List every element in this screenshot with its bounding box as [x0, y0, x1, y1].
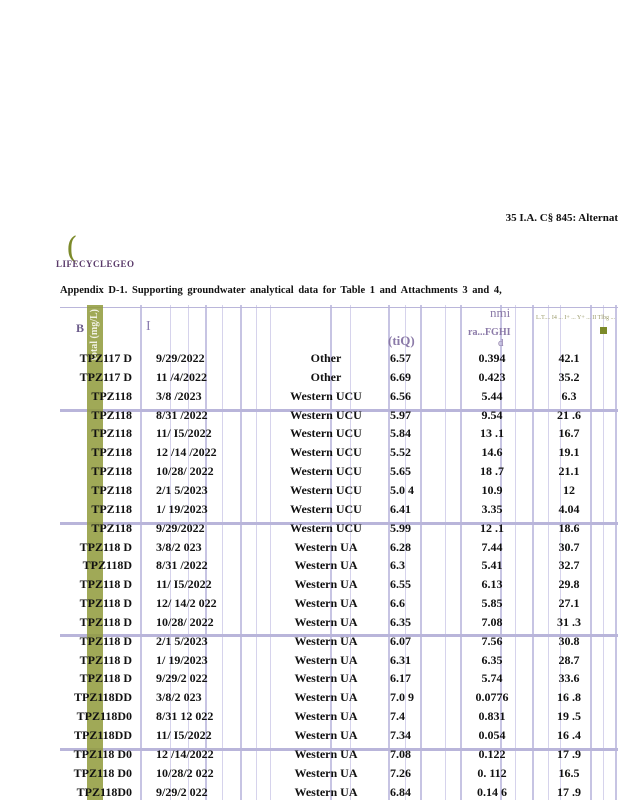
unit-cell: Western UA — [294, 746, 358, 761]
value-cell: 6.35 — [481, 652, 503, 667]
value-cell: 19 .5 — [557, 709, 581, 724]
unit-cell: Other — [310, 351, 342, 365]
table-row — [60, 408, 618, 427]
unit-cell: Western UA — [294, 709, 358, 724]
table-row — [60, 728, 618, 747]
value-cell: 21.1 — [558, 464, 580, 479]
date-cell: 3/8/2 023 — [156, 690, 202, 705]
value-cell: 7.44 — [481, 539, 503, 554]
unit-cell: Western UA — [294, 633, 358, 648]
value-cell: 35.2 — [558, 369, 580, 384]
ph-cell: 7.0 9 — [390, 690, 414, 705]
date-cell: 11 /4/2022 — [156, 369, 208, 384]
date-cell: 10/28/ 2022 — [156, 614, 214, 629]
ph-cell: 5.84 — [390, 426, 411, 441]
date-cell: 11/ I5/2022 — [156, 728, 212, 742]
value-cell: 28.7 — [558, 652, 580, 667]
date-cell: 10/28/ 2022 — [156, 464, 214, 479]
table-row — [60, 577, 618, 596]
well-id-cell: TPZ118 — [91, 426, 132, 441]
value-cell: 0.423 — [478, 369, 506, 384]
header-ph: (tiQ) — [388, 333, 415, 348]
unit-cell: Western UA — [294, 539, 358, 554]
date-cell: 11/ I5/2022 — [156, 426, 212, 441]
well-id-cell: TPZ118 — [91, 388, 132, 403]
value-cell: 0. 112 — [477, 765, 507, 780]
value-cell: 31 .3 — [557, 614, 581, 629]
header-d: d — [498, 337, 504, 349]
ph-cell: 5.52 — [390, 445, 411, 460]
unit-cell: Western UA — [294, 765, 358, 780]
date-cell: 12/ 14/2 022 — [156, 596, 217, 611]
date-cell: 9/29/2022 — [156, 351, 205, 365]
ph-cell: 5.97 — [390, 407, 411, 422]
date-cell: 9/29/2 022 — [156, 784, 208, 799]
value-cell: 12 .1 — [480, 520, 504, 535]
table-row — [60, 540, 618, 559]
data-table — [60, 305, 618, 800]
value-cell: 3.35 — [481, 501, 503, 516]
table-row — [60, 464, 618, 483]
value-cell: 4.04 — [558, 501, 580, 516]
value-cell: 17 .9 — [557, 746, 581, 761]
date-cell: 12 /14 /2022 — [156, 445, 217, 460]
unit-cell: Western UCU — [290, 501, 362, 516]
well-id-cell: TPZ117 D — [79, 351, 132, 365]
table-row — [60, 747, 618, 766]
value-cell: 6.13 — [481, 577, 503, 592]
table-row — [60, 370, 618, 389]
table-row — [60, 634, 618, 653]
well-id-cell: TPZ118DD — [73, 690, 132, 705]
well-id-cell: TPZ117 D — [79, 369, 132, 384]
table-row — [60, 483, 618, 502]
value-cell: 0.122 — [478, 746, 506, 761]
unit-cell: Western UCU — [290, 388, 362, 403]
unit-cell: Western UA — [294, 614, 358, 629]
date-cell: 2/1 5/2023 — [156, 633, 208, 648]
value-cell: 5.44 — [481, 388, 503, 403]
well-id-cell: TPZ118D0 — [76, 784, 132, 799]
ph-cell: 6.31 — [390, 652, 411, 667]
value-cell: 42.1 — [558, 351, 580, 365]
table-row — [60, 709, 618, 728]
date-cell: 9/29/2 022 — [156, 671, 208, 686]
header-i: I — [146, 319, 151, 334]
header-right: L.T.... I4 ... I+ ... Y+ ... II Tlbg ... — [536, 315, 615, 321]
well-id-cell: TPZ118 D0 — [73, 765, 132, 780]
table-row — [60, 558, 618, 577]
unit-cell: Other — [310, 369, 342, 384]
company-logo — [56, 231, 135, 275]
well-id-cell: TPZ118 — [91, 407, 132, 422]
well-id-cell: TPZ118D — [82, 558, 132, 573]
date-cell: 8/31 /2022 — [156, 407, 208, 422]
well-id-cell: TPZ118 D — [79, 633, 132, 648]
table-row — [60, 690, 618, 709]
value-cell: 16 .4 — [557, 728, 581, 742]
value-cell: 0.054 — [478, 728, 506, 742]
unit-cell: Western UA — [294, 671, 358, 686]
rule-line — [60, 307, 618, 308]
value-cell: 32.7 — [558, 558, 580, 573]
unit-cell: Western UCU — [290, 426, 362, 441]
table-row — [60, 445, 618, 464]
unit-cell: Western UA — [294, 690, 358, 705]
well-id-cell: TPZ118 D — [79, 539, 132, 554]
table-row — [60, 671, 618, 690]
value-cell: 18 .7 — [480, 464, 504, 479]
well-id-cell: TPZ118 D — [79, 614, 132, 629]
date-cell: 2/1 5/2023 — [156, 482, 208, 497]
value-cell: 0.394 — [478, 351, 506, 365]
page-header: 35 I.A. C§ 845: Alternat — [505, 212, 618, 224]
ph-cell: 7.4 — [390, 709, 405, 724]
value-cell: 17 .9 — [557, 784, 581, 799]
ph-cell: 6.84 — [390, 784, 411, 799]
value-cell: 13 .1 — [480, 426, 504, 441]
ph-cell: 6.17 — [390, 671, 411, 686]
header-fcghi: ra...FGHI — [468, 327, 511, 338]
header-nmi: nmi — [490, 305, 511, 320]
value-cell: 14.6 — [481, 445, 503, 460]
value-cell: 16.5 — [558, 765, 580, 780]
ph-cell: 6.07 — [390, 633, 411, 648]
unit-cell: Western UA — [294, 784, 358, 799]
ph-cell: 7.34 — [390, 728, 411, 742]
value-cell: 7.08 — [481, 614, 503, 629]
unit-cell: Western UA — [294, 652, 358, 667]
well-id-cell: TPZ118 — [91, 501, 132, 516]
table-row — [60, 766, 618, 785]
header-b: B — [76, 321, 85, 335]
value-cell: 0.831 — [478, 709, 506, 724]
value-cell: 9.54 — [481, 407, 503, 422]
table-row — [60, 785, 618, 800]
date-cell: 1/ 19/2023 — [156, 652, 208, 667]
table-row — [60, 351, 618, 370]
logo-mark: ( — [66, 231, 78, 266]
value-cell: 19.1 — [558, 445, 580, 460]
date-cell: 8/31 12 022 — [156, 709, 214, 724]
appendix-caption: Appendix D-1. Supporting groundwater analytical data for Table 1 and Attachments 3 and 4, — [60, 285, 502, 296]
date-cell: 3/8/2 023 — [156, 539, 202, 554]
table-row — [60, 389, 618, 408]
ph-cell: 6.57 — [390, 351, 411, 365]
value-cell: 6.3 — [561, 388, 577, 403]
ph-cell: 5.0 4 — [390, 482, 414, 497]
unit-cell: Western UCU — [290, 464, 362, 479]
ph-cell: 6.69 — [390, 369, 411, 384]
ph-cell: 6.35 — [390, 614, 411, 629]
value-cell: 7.56 — [481, 633, 503, 648]
value-cell: 0.14 6 — [477, 784, 507, 799]
date-cell: 8/31 /2022 — [156, 558, 208, 573]
value-cell: 5.41 — [481, 558, 503, 573]
value-cell: 12 — [563, 482, 575, 497]
date-cell: 12 /14/2022 — [156, 746, 214, 761]
table-row — [60, 502, 618, 521]
unit-cell: Western UA — [294, 728, 358, 742]
table-row — [60, 615, 618, 634]
value-cell: 18.6 — [558, 520, 580, 535]
total-header: total (mg/L) — [89, 309, 100, 361]
value-cell: 16.7 — [558, 426, 580, 441]
well-id-cell: TPZ118 — [91, 445, 132, 460]
ph-cell: 7.26 — [390, 765, 411, 780]
ph-cell: 5.65 — [390, 464, 411, 479]
ph-cell: 6.55 — [390, 577, 411, 592]
well-id-cell: TPZ118 D — [79, 671, 132, 686]
date-cell: 3/8 /2023 — [156, 388, 202, 403]
unit-cell: Western UA — [294, 577, 358, 592]
unit-cell: Western UCU — [290, 482, 362, 497]
well-id-cell: TPZ118 D — [79, 652, 132, 667]
ph-cell: 5.99 — [390, 520, 411, 535]
ph-cell: 7.08 — [390, 746, 411, 761]
ph-cell: 6.3 — [390, 558, 405, 573]
logo-text: LIFECYCLEGEO — [56, 259, 135, 269]
unit-cell: Western UCU — [290, 520, 362, 535]
value-cell: 21 .6 — [557, 407, 581, 422]
ph-cell: 6.28 — [390, 539, 411, 554]
well-id-cell: TPZ118 — [91, 464, 132, 479]
unit-cell: Western UCU — [290, 407, 362, 422]
value-cell: 30.8 — [558, 633, 580, 648]
value-cell: 33.6 — [558, 671, 580, 686]
value-cell: 5.85 — [481, 596, 503, 611]
table-row — [60, 426, 618, 445]
value-cell: 0.0776 — [475, 690, 509, 705]
value-cell: 10.9 — [481, 482, 503, 497]
well-id-cell: TPZ118D0 — [76, 709, 132, 724]
legend-swatch — [600, 327, 607, 334]
unit-cell: Western UA — [294, 596, 358, 611]
well-id-cell: TPZ118 — [91, 520, 132, 535]
value-cell: 30.7 — [558, 539, 580, 554]
ph-cell: 6.56 — [390, 388, 411, 403]
date-cell: 1/ 19/2023 — [156, 501, 208, 516]
table-row — [60, 653, 618, 672]
date-cell: 9/29/2022 — [156, 520, 205, 535]
value-cell: 27.1 — [558, 596, 580, 611]
well-id-cell: TPZ118 D0 — [73, 746, 132, 761]
well-id-cell: TPZ118 — [91, 482, 132, 497]
table-row — [60, 596, 618, 615]
value-cell: 29.8 — [558, 577, 580, 592]
ph-cell: 6.41 — [390, 501, 411, 516]
well-id-cell: TPZ118 D — [79, 596, 132, 611]
ph-cell: 6.6 — [390, 596, 405, 611]
value-cell: 16 .8 — [557, 690, 581, 705]
unit-cell: Western UA — [294, 558, 358, 573]
date-cell: 10/28/2 022 — [156, 765, 214, 780]
table-row — [60, 521, 618, 540]
well-id-cell: TPZ118DD — [73, 728, 132, 742]
value-cell: 5.74 — [481, 671, 503, 686]
well-id-cell: TPZ118 D — [79, 577, 132, 592]
unit-cell: Western UCU — [290, 445, 362, 460]
date-cell: 11/ I5/2022 — [156, 577, 212, 592]
